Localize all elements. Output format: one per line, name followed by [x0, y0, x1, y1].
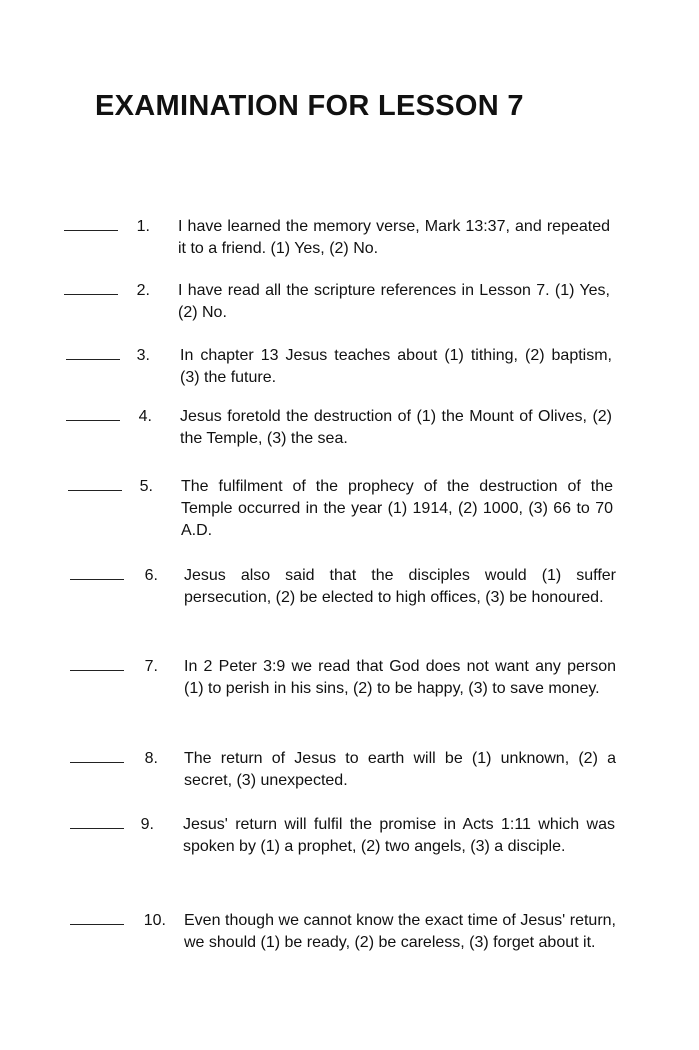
page-title: EXAMINATION FOR LESSON 7 — [95, 90, 524, 122]
question-6 — [0, 565, 699, 635]
question-text: Even though we cannot know the exact time of Jesus' return, we should (1) be ready, (2) be careless, (3) forget about it. — [184, 912, 616, 951]
answer-blank[interactable] — [64, 230, 118, 231]
question-number: 2. — [136, 282, 150, 299]
question-text: The fulfilment of the prophecy of the destruction of the Temple occurred in the year (1) 1914, (2) 1000, (3) 66 to 70 A.D. — [181, 478, 613, 539]
answer-blank[interactable] — [64, 294, 118, 295]
question-number: 10. — [143, 912, 166, 929]
question-4 — [0, 406, 699, 476]
question-text: I have read all the scripture references in Lesson 7. (1) Yes, (2) No. — [178, 282, 610, 321]
question-number: 8. — [144, 750, 158, 767]
question-text: The return of Jesus to earth will be (1) unknown, (2) a secret, (3) unexpected. — [184, 750, 616, 789]
question-number: 3. — [136, 347, 150, 364]
question-text: Jesus' return will fulfil the promise in Acts 1:11 which was spoken by (1) a prophet, (2) two angels, (3) a disciple. — [183, 816, 615, 855]
question-number: 4. — [138, 408, 152, 425]
answer-blank[interactable] — [66, 420, 120, 421]
question-text: Jesus also said that the disciples would (1) suffer persecution, (2) be elected to high offices, (3) be honoured. — [184, 567, 616, 606]
answer-blank[interactable] — [70, 762, 124, 763]
question-8 — [0, 748, 699, 818]
question-text: Jesus foretold the destruction of (1) the Mount of Olives, (2) the Temple, (3) the sea. — [180, 408, 612, 447]
answer-blank[interactable] — [70, 924, 124, 925]
question-text: In 2 Peter 3:9 we read that God does not want any person (1) to perish in his sins, (2) to be happy, (3) to save money. — [184, 658, 616, 697]
question-number: 9. — [140, 816, 154, 833]
question-10 — [0, 910, 699, 980]
question-number: 5. — [139, 478, 153, 495]
answer-blank[interactable] — [70, 828, 124, 829]
question-number: 1. — [136, 218, 150, 235]
question-1 — [0, 216, 699, 286]
answer-blank[interactable] — [68, 490, 122, 491]
question-number: 6. — [144, 567, 158, 584]
question-5 — [0, 476, 699, 546]
question-number: 7. — [144, 658, 158, 675]
question-2 — [0, 280, 699, 350]
question-text: I have learned the memory verse, Mark 13:37, and repeated it to a friend. (1) Yes, (2) No. — [178, 218, 610, 257]
answer-blank[interactable] — [66, 359, 120, 360]
question-7 — [0, 656, 699, 726]
question-9 — [0, 814, 699, 884]
question-3 — [0, 345, 699, 415]
answer-blank[interactable] — [70, 579, 124, 580]
question-text: In chapter 13 Jesus teaches about (1) tithing, (2) baptism, (3) the future. — [180, 347, 612, 386]
answer-blank[interactable] — [70, 670, 124, 671]
